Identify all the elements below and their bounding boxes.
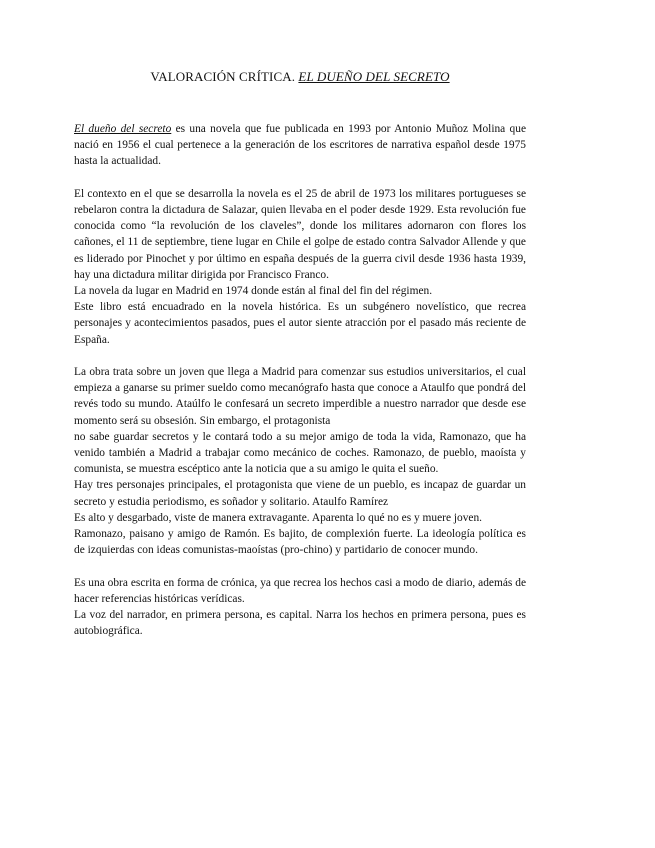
- paragraph-ramonazo: Ramonazo, paisano y amigo de Ramón. Es bajito, de complexión fuerte. La ideología política es de izquierdas con ideas comunistas-maoístas (pro-chino) y partidario de conocer mundo.: [74, 528, 526, 557]
- paragraph-characters: Hay tres personajes principales, el protagonista que viene de un pueblo, es incapaz de guardar un secreto y estudia periodismo, es soñador y solitario. Ataulfo Ramírez: [74, 479, 526, 508]
- title-prefix: VALORACIÓN CRÍTICA.: [150, 69, 299, 84]
- paragraph-genre: Este libro está encuadrado en la novela histórica. Es un subgénero novelístico, que recrea personajes y acontecimientos pasados, pues el autor siente atracción por el pasado más reciente de España.: [74, 301, 526, 346]
- paragraph-gap: [74, 558, 526, 574]
- paragraph-setting: La novela da lugar en Madrid en 1974 donde están al final del fin del régimen.: [74, 285, 433, 298]
- document-body: [74, 121, 526, 639]
- paragraph-narrator: La voz del narrador, en primera persona, es capital. Narra los hechos en primera persona, pues es autobiográfica.: [74, 609, 526, 638]
- paragraph-gap: [74, 170, 526, 186]
- work-reference: El dueño del secreto: [74, 123, 172, 135]
- paragraph-plot-continued: no sabe guardar secretos y le contará todo a su mejor amigo de toda la vida, Ramonazo, que ha venido también a Madrid a trabajar como mecánico de coches. Ramonazo, de pueblo, maoísta y comunista, se muestra escéptico ante la noticia que a su amigo le quita el sueño.: [74, 430, 526, 476]
- document-title: [0, 69, 600, 85]
- paragraph-ataulfo: Es alto y desgarbado, viste de manera extravagante. Aparenta lo qué no es y muere joven.: [74, 511, 483, 524]
- paragraph-context: El contexto en el que se desarrolla la novela es el 25 de abril de 1973 los militares portugueses se rebelaron contra la dictadura de Salazar, quien llevaba en el poder desde 1929. Esta revolución fue conocida como “la revolución de los claveles”, donde los militares adornaron con flores los cañones, el 11 de septiembre, tiene lugar en Chile el golpe de estado contra Salvador Allende y que es liderado por Pinochet y por último en españa después de la guerra civil desde 1936 hasta 1939, hay una dictadura militar dirigida por Francisco Franco.: [74, 187, 526, 281]
- title-work: EL DUEÑO DEL SECRETO: [298, 69, 450, 84]
- paragraph-plot: La obra trata sobre un joven que llega a Madrid para comenzar sus estudios universitarios, el cual empieza a ganarse su primer sueldo como mecanógrafo hasta que conoce a Ataulfo que pondrá del revés todo su mundo. Ataúlfo le confesará un secreto imperdible a nuestro narrador que desde ese momento será su obsesión. Sin embargo, el protagonista: [74, 366, 526, 427]
- paragraph-gap: [74, 348, 526, 364]
- paragraph-intro: [74, 121, 526, 170]
- paragraph-intro-text: es una novela que fue publicada en 1993 por Antonio Muñoz Molina que nació en 1956 el cual pertenece a la generación de los escritores de narrativa español desde 1975 hasta la actualidad.: [74, 123, 526, 168]
- paragraph-form: Es una obra escrita en forma de crónica, ya que recrea los hechos casi a modo de diario, además de hacer referencias históricas verídicas.: [74, 576, 526, 605]
